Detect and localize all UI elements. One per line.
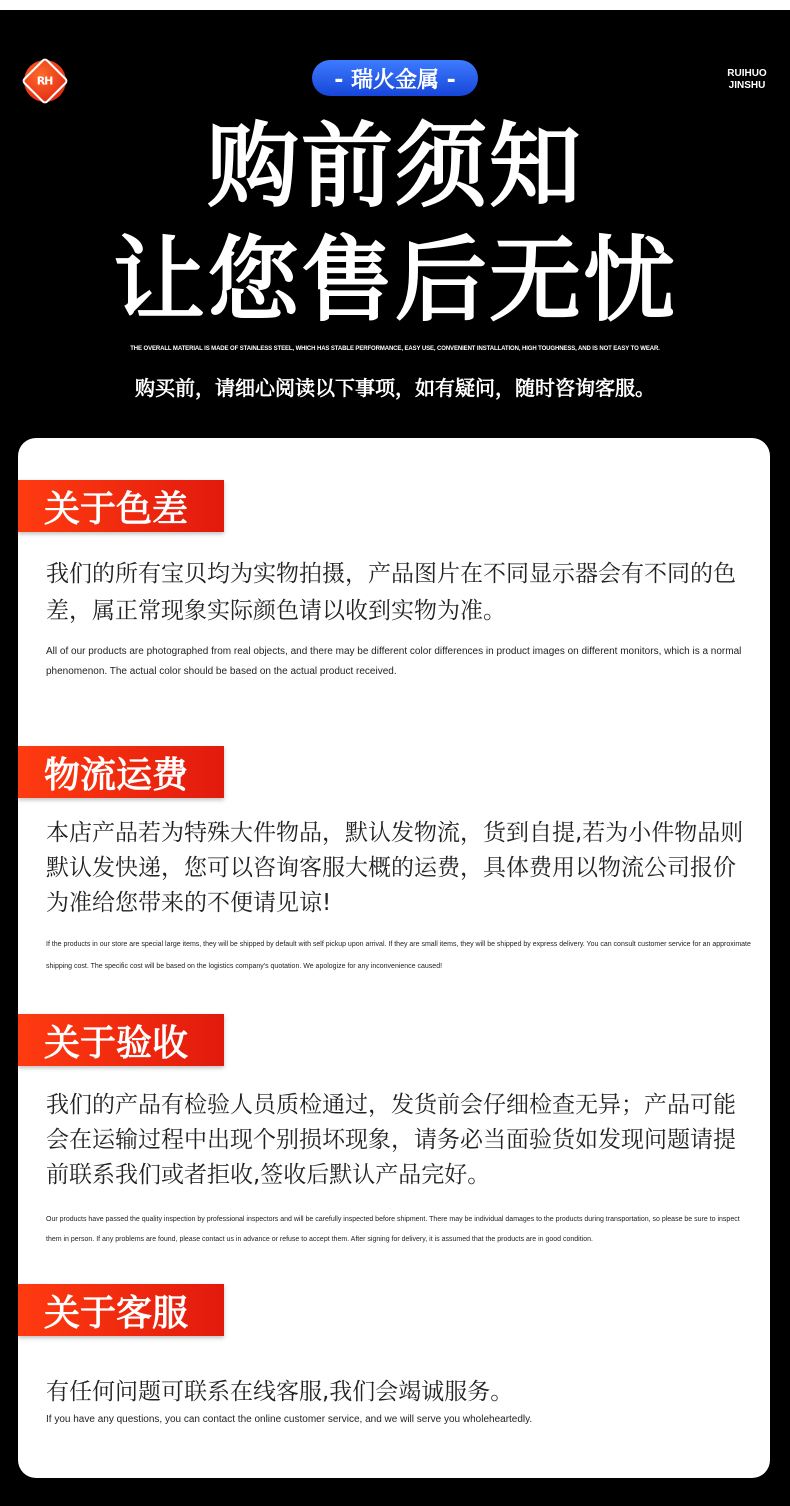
section-en-shipping: If the products in our store are special large items, they will be shipped by default with self pickup upon arrival. If they are small items, they will be shipped by express delivery. You can consult customer service for an approximate shipping cost. The specific cost will be based on the logistics company's quotation. We apologize for any inconvenience caused! <box>46 941 751 970</box>
section-text-acceptance: 我们的产品有检验人员质检通过，发货前会仔细检查无异；产品可能会在运输过程中出现个别损坏现象，请务必当面验货如发现问题请提前联系我们或者拒收,签收后默认产品完好。 <box>46 1092 736 1188</box>
section-en-acceptance: Our products have passed the quality inspection by professional inspectors and will be carefully inspected before shipment. There may be individual damages to the products during transportation, so please be sure to inspect them in person. If any problems are found, please contact us in advance or refuse to accept them. After signing for delivery, it is assumed that the products are in good condition. <box>46 1216 740 1243</box>
top-divider <box>0 0 790 10</box>
brand-english-name <box>712 68 782 92</box>
notice-card <box>18 438 770 1478</box>
page-title: 购前须知 <box>206 113 583 220</box>
section-title-shipping: 物流运费 <box>18 746 224 798</box>
page-subtitle: 让您售后无忧 <box>112 227 677 334</box>
brand-name-pill: - 瑞火金属 - <box>312 60 478 96</box>
section-title-acceptance: 关于验收 <box>18 1014 224 1066</box>
section-text-color-difference: 我们的所有宝贝均为实物拍摄，产品图片在不同显示器会有不同的色差，属正常现象实际颜色请以收到实物为准。 <box>46 561 736 624</box>
section-en-customer-service: If you have any questions, you can contact the online customer service, and we will serve you wholeheartedly. <box>46 1414 533 1425</box>
brand-en-line1: RUIHUO <box>727 68 767 79</box>
brand-en-line2: JINSHU <box>728 80 766 91</box>
section-title-color-difference: 关于色差 <box>18 480 224 532</box>
brand-logo <box>24 60 66 102</box>
tagline-english: THE OVERALL MATERIAL IS MADE OF STAINLESS STEEL, WHICH HAS STABLE PERFORMANCE, EASY USE, CONVENIENT INSTALLATION, HIGH TOUGHNESS, AND IS NOT EASY TO WEAR. <box>130 346 660 352</box>
section-title-customer-service: 关于客服 <box>18 1284 224 1336</box>
section-en-color-difference: All of our products are photographed from real objects, and there may be different color differences in product images on different monitors, which is a normal phenomenon. The actual color should be based on the actual product received. <box>46 646 742 677</box>
tagline-chinese: 购买前，请细心阅读以下事项，如有疑问，随时咨询客服。 <box>135 376 655 400</box>
logo-text: RH <box>37 74 53 88</box>
section-text-customer-service: 有任何问题可联系在线客服,我们会竭诚服务。 <box>46 1379 514 1405</box>
section-text-shipping: 本店产品若为特殊大件物品，默认发物流，货到自提,若为小件物品则默认发快递，您可以咨询客服大概的运费，具体费用以物流公司报价为准给您带来的不便请见谅! <box>46 820 744 916</box>
